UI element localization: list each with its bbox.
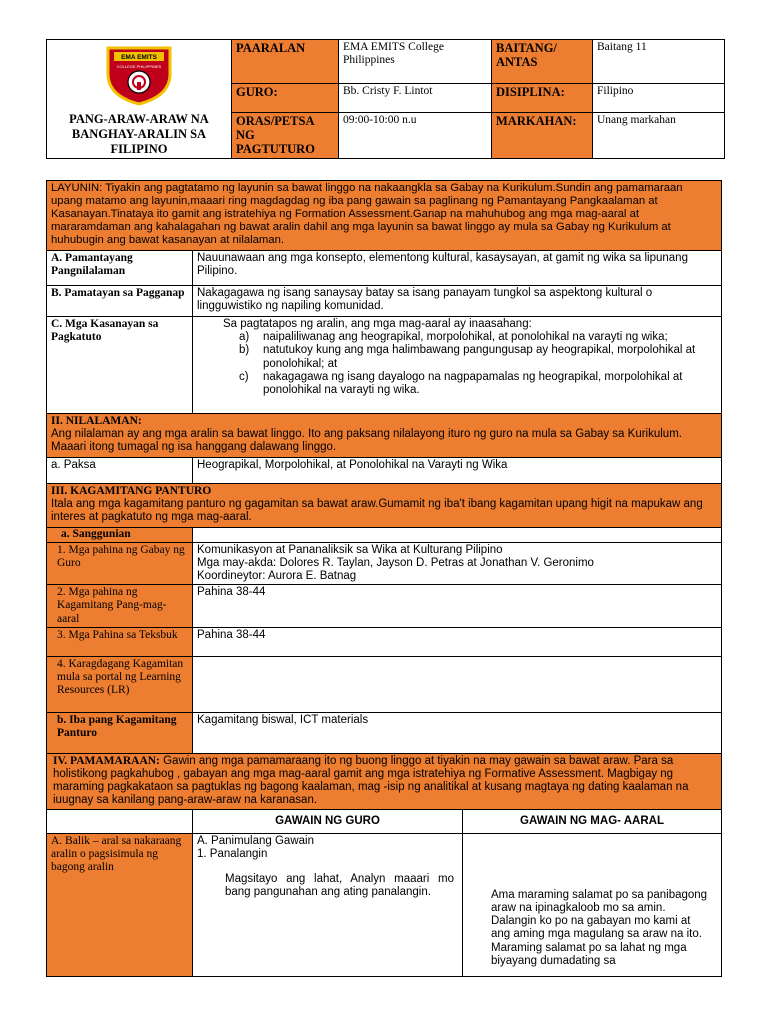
nilalaman-heading: II. NILALAMAN:: [51, 415, 142, 427]
gawain-ng-mag-aaral-header: GAWAIN NG MAG- AARAL: [463, 809, 722, 833]
mga-kasanayan-label: C. Mga Kasanayan sa Pagkatuto: [47, 317, 193, 414]
mga-kasanayan-value: [193, 317, 722, 414]
panalangin: 1. Panalangin: [197, 848, 268, 861]
balik-aral-label: A. Balik – aral sa nakaraang aralin o pagsisimula ng bagong aralin: [47, 833, 193, 976]
label-disiplina: DISIPLINA:: [492, 84, 593, 112]
pamamaraan-col-empty: [47, 809, 193, 833]
panimulang-gawain: A. Panimulang Gawain: [197, 834, 314, 847]
school-logo-cell: [47, 40, 232, 159]
logo-text-bottom: COLLEGE PHILIPPINES: [116, 64, 162, 69]
kagamitan-heading: III. KAGAMITANG PANTURO: [51, 485, 212, 497]
kagamitang-pang-mag-aaral-value: Pahina 38-44: [193, 585, 722, 628]
iba-pang-kagamitan-value: Kagamitang biswal, ICT materials: [193, 712, 722, 753]
label-guro: GURO:: [232, 84, 339, 112]
value-guro: Bb. Cristy F. Lintot: [339, 84, 492, 112]
gawain-ng-guro-cell: [193, 833, 463, 976]
list-item: b) natutukoy kung ang mga halimbawang pangungusap ay heograpikal, morpolohikal at ponolohikal; at: [239, 344, 696, 370]
school-logo: [104, 44, 174, 106]
nilalaman-section: [47, 414, 722, 458]
karagdagang-kagamitan-label: 4. Karagdagang Kagamitan mula sa portal ng Learning Resources (LR): [47, 656, 193, 712]
teksbuk-value: Pahina 38-44: [193, 627, 722, 656]
plan-title: PANG-ARAW-ARAW NA BANGHAY-ARALIN SA FILIPINO: [69, 112, 209, 156]
gabay-ng-guro-label: 1. Mga pahina ng Gabay ng Guro: [47, 542, 193, 585]
reference-line: Koordineytor: Aurora E. Batnag: [197, 569, 357, 582]
label-oras: ORAS/PETSA NG PAGTUTURO: [232, 112, 339, 158]
value-baitang: Baitang 11: [593, 40, 725, 84]
kagamitan-text: Itala ang mga kagamitang panturo ng gagamitan sa bawat araw.Gumamit ng iba't ibang kagamitan upang higit na mapukaw ang interes at pagkatuto ng mga mag-aaral.: [51, 498, 703, 524]
kagamitang-pang-mag-aaral-label: 2. Mga pahina ng Kagamitang Pang-mag-aaral: [47, 585, 193, 628]
value-paaralan: EMA EMITS College Philippines: [339, 40, 492, 84]
list-item: c) nakagagawa ng isang dayalogo na nagpapamalas ng heograpikal, morpolohikal at ponolohikal na varayti ng wika.: [239, 370, 683, 397]
gawain-ng-mag-aaral-cell: [463, 833, 722, 976]
pamantayang-pangnilalaman-value: Nauunawaan ang mga konsepto, elementong kultural, kasaysayan, at gamit ng wika sa lipunang Pilipino.: [193, 251, 722, 286]
label-baitang: BAITANG/ ANTAS: [492, 40, 593, 84]
pamantayan-sa-pagganap-value: Nakagagawa ng isang sanaysay batay sa isang panayam tungkol sa aspektong kultural o lingguwistiko ng napiling komunidad.: [193, 286, 722, 317]
paksa-value: Heograpikal, Morpolohikal, at Ponolohikal na Varayti ng Wika: [193, 458, 722, 484]
layunin-text: LAYUNIN: Tiyakin ang pagtatamo ng layunin sa bawat linggo na nakaangkla sa Gabay na Kurikulum.Sundin ang pamamaraan upang matamo ang layunin,maaari ring magdagdag ng iba pang gawain sa paglinang ng Pamantayang Pangkaalaman at Kasanayan.Tinataya ito gamit ang istratehiya ng Formation Assessment.Ganap na mahuhubog ang mga mag-aaral at mararamdaman ang kahalagahan ng bawat aralin dahil ang mga layunin sa bawat linggo ay mula sa Gabay ng Kurikulum at huhubugin ang bawat kasanayan at nilalaman.: [47, 181, 722, 251]
pamamaraan-heading: IV. PAMAMARAAN:: [53, 754, 160, 767]
pamantayang-pangnilalaman-label: A. Pamantayang Pangnilalaman: [47, 251, 193, 286]
value-oras: 09:00-10:00 n.u: [339, 112, 492, 158]
value-markahan: Unang markahan: [593, 112, 725, 158]
list-item: a) naipaliliwanag ang heograpikal, morpolohikal, at ponolohikal na varayti ng wika;: [239, 331, 668, 344]
label-markahan: MARKAHAN:: [492, 112, 593, 158]
kasanayan-intro: Sa pagtatapos ng aralin, ang mga mag-aaral ay inaasahang:: [223, 318, 532, 330]
paksa-label: a. Paksa: [47, 458, 193, 484]
label-paaralan: PAARALAN: [232, 40, 339, 84]
sanggunian-label: a. Sanggunian: [47, 528, 193, 543]
gabay-ng-guro-value: [193, 542, 722, 585]
mag-aaral-response: Ama maraming salamat po sa panibagong araw na ipinagkaloob mo sa amin. Dalangin ko po na gabayan mo kami at ang aming mga magulang sa araw na ito. Maraming salamat po sa lahat ng mga biyayang dumadating sa: [491, 888, 708, 967]
guro-instruction: Magsitayo ang lahat, Analyn maaari mo bang pangunahan ang ating panalangin.: [225, 873, 454, 899]
pamamaraan-section: [47, 753, 722, 809]
reference-line: Mga may-akda: Dolores R. Taylan, Jayson D. Petras at Jonathan V. Geronimo: [197, 556, 594, 569]
lesson-plan-table: [46, 180, 722, 977]
reference-line: Komunikasyon at Pananaliksik sa Wika at Kulturang Pilipino: [197, 543, 503, 556]
iba-pang-kagamitan-label: b. Iba pang Kagamitang Panturo: [47, 712, 193, 753]
kasanayan-list: [223, 331, 717, 397]
kagamitan-section: [47, 484, 722, 528]
pamantayan-sa-pagganap-label: B. Pamatayan sa Pagganap: [47, 286, 193, 317]
logo-text-top: EMA EMITS: [121, 54, 157, 61]
value-disiplina: Filipino: [593, 84, 725, 112]
teksbuk-label: 3. Mga Pahina sa Teksbuk: [47, 627, 193, 656]
pamamaraan-text: Gawin ang mga pamamaraang ito ng buong linggo at tiyakin na may gawain sa bawat araw. Para sa holistikong pagkahubog , gabayan ang mga mag-aaral gamit ang mga istratehiya ng Formative Assessment. Magbigay ng maraming pagkakataon sa pagtuklas ng bagong kaalaman, mag -isip ng analitikal at kusang magtaya ng dating kaalaman na iuugnay sa kanilang pang-araw-araw na karanasan.: [53, 754, 689, 807]
gawain-ng-guro-header: GAWAIN NG GURO: [193, 809, 463, 833]
sanggunian-empty: [193, 528, 722, 543]
karagdagang-kagamitan-value: [193, 656, 722, 712]
header-table: [46, 39, 725, 159]
nilalaman-text: Ang nilalaman ay ang mga aralin sa bawat linggo. Ito ang paksang nilalayong ituro ng guro na mula sa Gabay sa Kurikulum. Maaari itong tumagal ng isa hanggang dalawang linggo.: [51, 428, 682, 454]
